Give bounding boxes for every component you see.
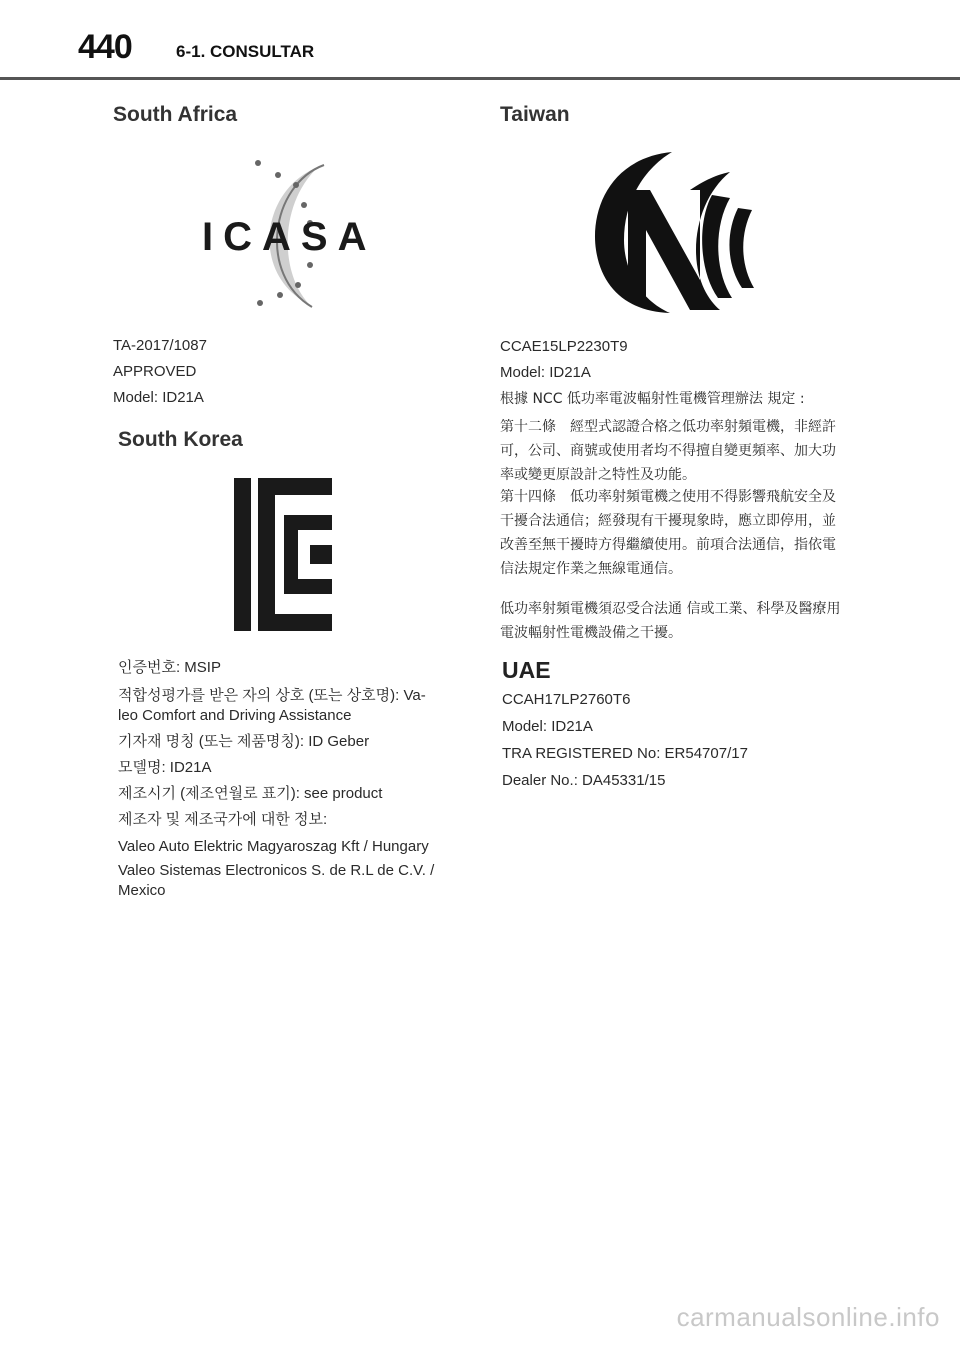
uae-line-4: Dealer No.: DA45331/15 — [502, 772, 666, 789]
south-korea-heading: South Korea — [118, 428, 243, 451]
tw-paragraph-4: 低功率射頻電機須忍受合法通 信或工業、科學及醫療用電波輻射性電機設備之干擾。 — [500, 601, 841, 641]
tw-paragraph-1: 根據 NCC 低功率電波輻射性電機管理辦法 規定 : — [500, 391, 805, 407]
uae-line-1: CCAH17LP2760T6 — [502, 691, 631, 708]
header-divider — [0, 77, 960, 80]
tw-line-2: Model: ID21A — [500, 364, 591, 381]
taiwan-heading: Taiwan — [500, 103, 570, 126]
kr-line-8: Valeo Auto Elektric Magyaroszag Kft / Hungary — [118, 838, 429, 855]
kr-line-2: 적합성평가를 받은 자의 상호 (또는 상호명): Va- — [118, 687, 426, 704]
kr-line-9: Valeo Sistemas Electronicos S. de R.L de C.V. / — [118, 862, 435, 879]
kr-line-3: leo Comfort and Driving Assistance — [118, 707, 352, 724]
icasa-wordmark: ICASA — [202, 215, 377, 259]
kr-line-4: 기자재 명칭 (또는 제품명칭): ID Geber — [118, 733, 370, 750]
kr-line-6: 제조시기 (제조연월로 표기): see product — [118, 785, 383, 802]
page-header — [0, 0, 960, 80]
sa-line-3: Model: ID21A — [113, 389, 204, 406]
sa-line-1: TA-2017/1087 — [113, 337, 207, 354]
page-number: 440 — [78, 28, 132, 66]
section-title: 6-1. CONSULTAR — [176, 42, 315, 61]
kr-line-10: Mexico — [118, 882, 166, 899]
kc-mark-logo — [232, 475, 336, 635]
sa-line-2: APPROVED — [113, 363, 197, 380]
tw-paragraph-2: 第十二條 經型式認證合格之低功率射頻電機，非經許可，公司、商號或使用者均不得擅自變更頻率、加大功率或變更原設計之特性及功能。 — [500, 419, 836, 483]
tw-line-1: CCAE15LP2230T9 — [500, 338, 628, 355]
uae-line-3: TRA REGISTERED No: ER54707/17 — [502, 745, 748, 762]
tw-paragraph-3: 第十四條 低功率射頻電機之使用不得影響飛航安全及干擾合法通信；經發現有干擾現象時，應立即停用，並改善至無干擾時方得繼續使用。前項合法通信，指依電信法規定作業之無線電通信。 — [500, 489, 836, 577]
south-africa-heading: South Africa — [113, 103, 238, 126]
watermark: carmanualsonline.info — [676, 1302, 940, 1332]
kr-line-1: 인증번호: MSIP — [118, 659, 221, 676]
kr-line-5: 모델명: ID21A — [118, 759, 212, 776]
uae-heading: UAE — [502, 657, 551, 683]
icasa-logo — [200, 155, 390, 315]
ncc-logo — [590, 150, 760, 315]
uae-line-2: Model: ID21A — [502, 718, 593, 735]
kr-line-7: 제조자 및 제조국가에 대한 정보: — [118, 811, 328, 828]
